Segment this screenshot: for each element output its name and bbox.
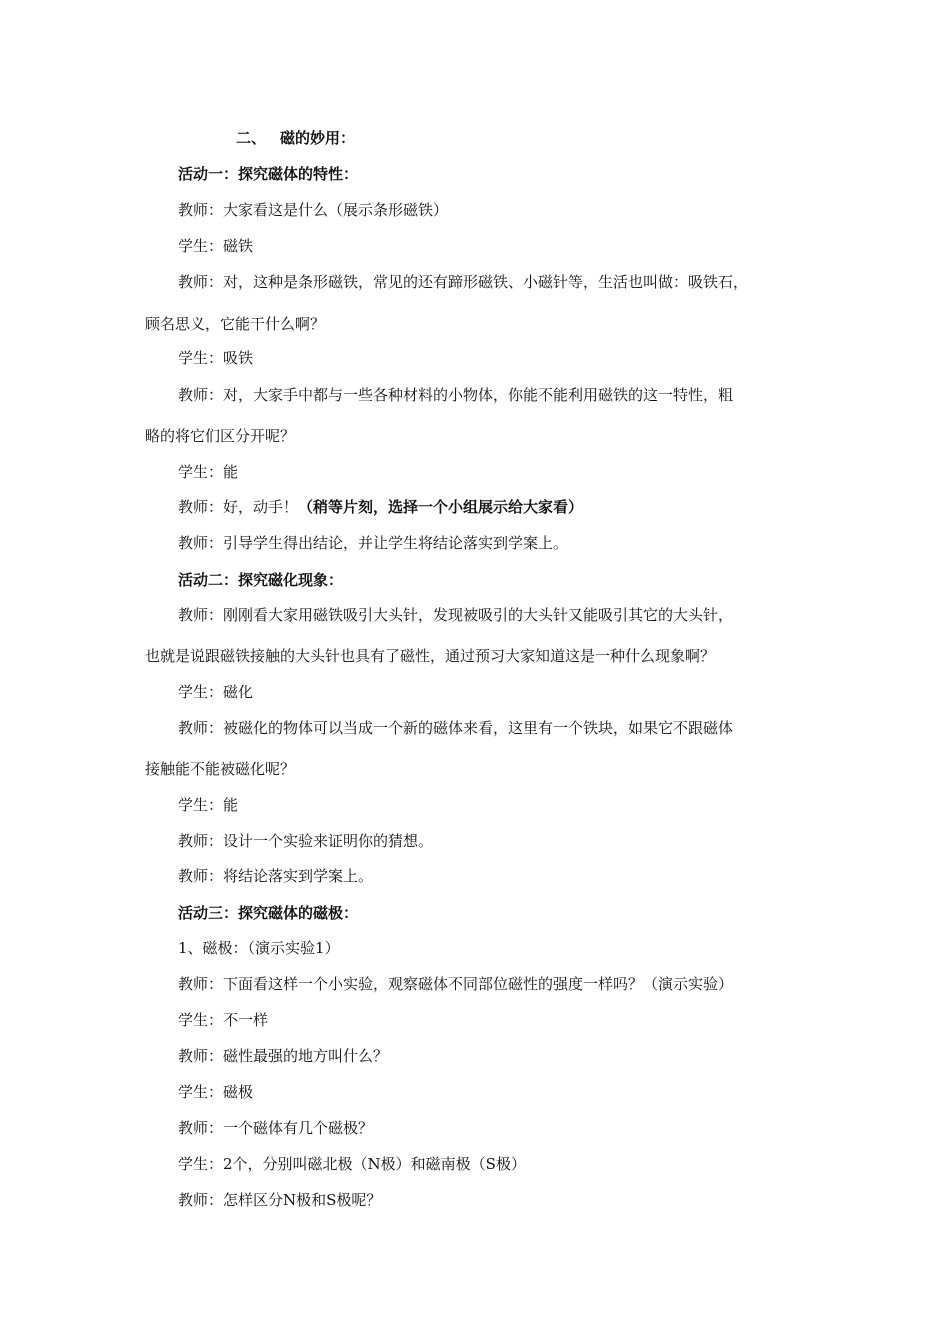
paragraph-line: 顾名思义，它能干什么啊？ bbox=[145, 315, 326, 333]
paragraph-line: 教师：将结论落实到学案上。 bbox=[178, 867, 374, 885]
paragraph-line: 学生：吸铁 bbox=[178, 349, 254, 367]
paragraph-line bbox=[178, 497, 583, 517]
paragraph-line: 教师：对，这种是条形磁铁，常见的还有蹄形磁铁、小磁针等，生活也叫做：吸铁石， bbox=[178, 273, 749, 291]
paragraph-line: 学生：能 bbox=[178, 463, 239, 481]
paragraph-line: 学生：不一样 bbox=[178, 1011, 269, 1029]
paragraph-line: 略的将它们区分开呢？ bbox=[145, 427, 296, 445]
paragraph-line: 接触能不能被磁化呢？ bbox=[145, 760, 296, 778]
paragraph-line: 学生：能 bbox=[178, 796, 239, 814]
paragraph-line: 教师：刚刚看大家用磁铁吸引大头针，发现被吸引的大头针又能吸引其它的大头针， bbox=[178, 606, 734, 624]
teacher-instruction: 教师：好，动手！ bbox=[178, 498, 299, 516]
paragraph-line: 教师：引导学生得出结论，并让学生将结论落实到学案上。 bbox=[178, 534, 569, 552]
activity-2-title: 活动二：探究磁化现象： bbox=[178, 571, 344, 589]
activity-1-title: 活动一：探究磁体的特性： bbox=[178, 165, 359, 183]
paragraph-line: 教师：磁性最强的地方叫什么？ bbox=[178, 1047, 389, 1065]
paragraph-line: 教师：被磁化的物体可以当成一个新的磁体来看，这里有一个铁块，如果它不跟磁体 bbox=[178, 719, 734, 737]
paragraph-line: 学生：2个，分别叫磁北极（N极）和磁南极（S极） bbox=[178, 1155, 526, 1173]
paragraph-line: 教师：大家看这是什么（展示条形磁铁） bbox=[178, 201, 449, 219]
paragraph-line: 教师：设计一个实验来证明你的猜想。 bbox=[178, 832, 434, 850]
section-title: 磁的妙用： bbox=[280, 129, 356, 147]
paragraph-line: 教师：一个磁体有几个磁极？ bbox=[178, 1119, 374, 1137]
section-heading bbox=[236, 128, 355, 148]
activity-3-title: 活动三：探究磁体的磁极： bbox=[178, 904, 359, 922]
paragraph-line: 也就是说跟磁铁接触的大头针也具有了磁性，通过预习大家知道这是一种什么现象啊？ bbox=[145, 647, 716, 665]
paragraph-line: 1、磁极：（演示实验1） bbox=[178, 939, 340, 957]
paragraph-line: 教师：对，大家手中都与一些各种材料的小物体，你能不能利用磁铁的这一特性，粗 bbox=[178, 386, 734, 404]
stage-direction: （稍等片刻，选择一个小组展示给大家看） bbox=[298, 498, 584, 516]
paragraph-line: 学生：磁化 bbox=[178, 683, 254, 701]
paragraph-line: 学生：磁铁 bbox=[178, 237, 254, 255]
paragraph-line: 教师：下面看这样一个小实验，观察磁体不同部位磁性的强度一样吗？（演示实验） bbox=[178, 975, 734, 993]
section-number: 二、 bbox=[236, 129, 267, 147]
paragraph-line: 教师：怎样区分N极和S极呢？ bbox=[178, 1191, 382, 1209]
paragraph-line: 学生：磁极 bbox=[178, 1083, 254, 1101]
